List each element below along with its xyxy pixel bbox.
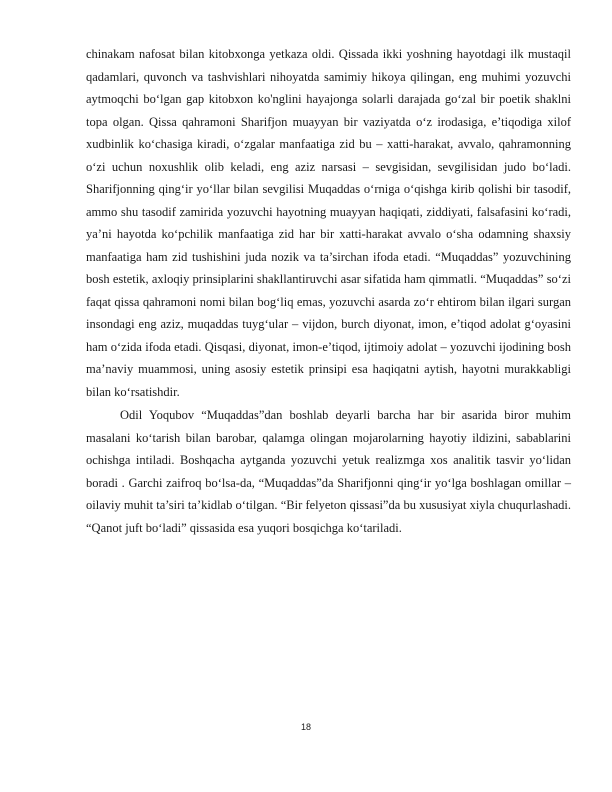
paragraph-1: chinakam nafosat bilan kitobxonga yetkaza oldi. Qissada ikki yoshning hayotdagi ilk mustaqil qadamlari, quvonch va tashvishlari nihoyatda samimiy hikoya qilingan, eng muhimi yozuvchi aytmoqchi bo‘lgan gap kitobxon ko'nglini hayajonga solarli darajada go‘zal bir poetik shaklni topa olgan. Qissa qahramoni Sharifjon muayyan bir vaziyatda o‘z irodasiga, e’tiqodiga xilof xudbinlik ko‘chasiga kiradi, o‘zgalar manfaatiga zid bu – xatti-harakat, avvalo, qahramonning o‘zi uchun noxushlik olib keladi, eng aziz narsasi – sevgisidan, sevgilisidan judo bo‘ladi. Sharifjonning qing‘ir yo‘llar bilan sevgilisi Muqaddas o‘rniga o‘qishga kirib qolishi bir tasodif, ammo shu tasodif zamirida yozuvchi hayotning muayyan haqiqati, ziddiyati, falsafasini ko‘radi, ya’ni hayotda ko‘pchilik manfaatiga zid har bir xatti-harakat avvalo o‘sha odamning shaxsiy manfaatiga ham zid tushishini juda nozik va ta’sirchan ifoda etadi. “Muqaddas” yozuvchining bosh estetik, axloqiy prinsiplarini shakllantiruvchi asar sifatida ham qimmatli. “Muqaddas” so‘zi faqat qissa qahramoni nomi bilan bog‘liq emas, yozuvchi asarda zo‘r ehtirom bilan ilgari surgan insondagi eng aziz, muqaddas tuyg‘ular – vijdon, burch diyonat, imon, e’tiqod adolat g‘oyasini ham o‘zida ifoda etadi. Qisqasi, diyonat, imon-e’tiqod, ijtimoiy adolat – yozuvchi ijodining bosh ma’naviy muammosi, uning asosiy estetik prinsipi esa haqiqatni aytish, hayotni murakkabligi bilan ko‘rsatishdir. [86, 47, 571, 399]
paragraph-2: Odil Yoqubov “Muqaddas”dan boshlab deyarli barcha har bir asarida biror muhim masalani ko‘tarish bilan barobar, qalamga olingan mojarolarning hayotiy ildizini, sabablarini ochishga intiladi. Boshqacha aytganda yozuvchi yetuk realizmga xos analitik tasvir yo‘lidan boradi . Garchi zaifroq bo‘lsa-da, “Muqaddas”da Sharifjonni qing‘ir yo‘lga boshlagan omillar – oilaviy muhit ta’siri ta’kidlab o‘tilgan. “Bir felyeton qissasi”da bu xususiyat xiyla chuqurlashadi. “Qanot juft bo‘ladi” qissasida esa yuqori bosqichga ko‘tariladi. [86, 408, 571, 535]
body-text [86, 43, 571, 539]
page-number: 18 [300, 722, 311, 732]
